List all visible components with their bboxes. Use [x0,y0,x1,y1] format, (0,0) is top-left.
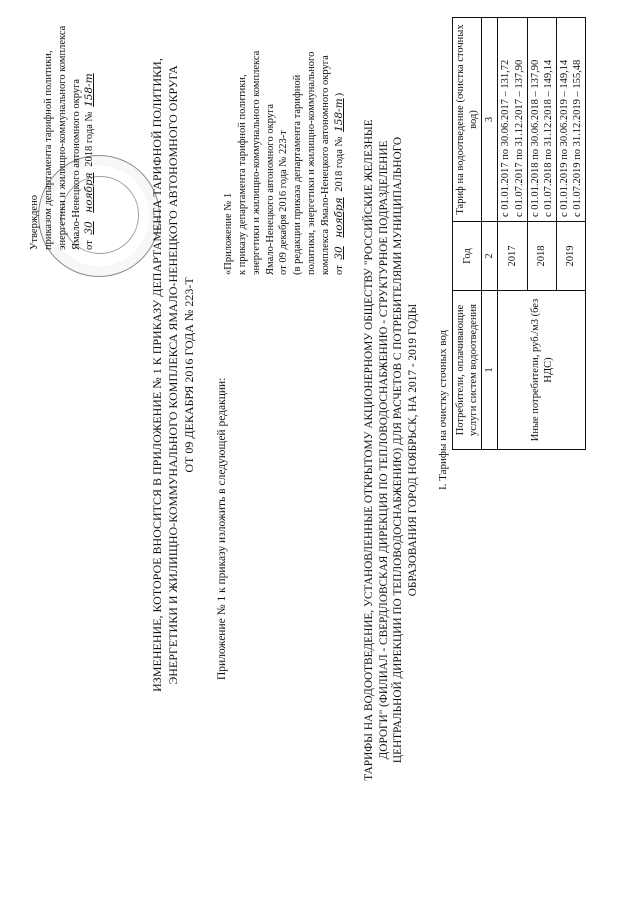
tariff-title [362,15,421,885]
header-line-3: ОТ 09 ДЕКАБРЯ 2016 ГОДА № 223-Т [181,277,196,473]
col-number-3: 3 [482,18,498,222]
appendix-line-5: от 09 декабря 2016 года № 223-т [278,130,290,275]
title-line-3: ЦЕНТРАЛЬНОЙ ДИРЕКЦИИ ПО ТЕПЛОВОДОСНАБЖЕНИЮ) ДЛЯ РАСЧЕТОВ С ПОТРЕБИТЕЛЯМИ МУНИЦИПАЛЬНОГО [392,136,405,764]
period-cell [556,18,585,222]
year-cell: 2017 [498,222,527,291]
period-line: с 01.01.2019 по 30.06.2019 – 149,14 [558,59,570,217]
year-cell: 2019 [556,222,585,291]
approval-line-2: приказом департамента тарифной политики, [42,50,54,250]
appendix-date-day: 30 [332,246,345,260]
approval-date-day: 30 [83,221,96,235]
approval-block [28,26,97,250]
appendix-line-1: «Приложение № 1 [223,192,234,275]
period-cell [527,18,556,222]
header-line-2: ЭНЕРГЕТИКИ И ЖИЛИЩНО-КОММУНАЛЬНОГО КОМПЛЕКСА ЯМАЛО-НЕНЕЦКОГО АВТОНОМНОГО ОКРУГА [165,65,180,685]
period-line: с 01.07.2019 по 31.12.2019 – 155,48 [572,59,583,217]
header-year: Год [453,222,482,291]
appendix-line-7: политики, энергетики и жилищно-коммунального [306,51,318,275]
year-cell: 2018 [527,222,556,291]
table-header-row [453,18,482,450]
appendix-date-prefix: от [333,265,345,275]
period-line: с 01.01.2018 по 30.06.2018 – 137,90 [529,59,541,217]
period-line: с 01.07.2017 по 31.12.2017 – 137,90 [513,59,525,217]
appendix-order-number: 158-т [332,98,345,132]
consumer-cell: Иные потребители, руб./м3 (без НДС) [498,291,586,450]
col-number-2: 2 [482,222,498,291]
approval-line-4: Ямало-Ненецкого автономного округа [70,78,82,250]
amendment-header [150,15,197,735]
tariff-table [452,17,586,450]
approval-line-1: Утверждено [29,195,40,250]
appendix-date-month: ноября [332,197,345,238]
appendix-block [222,51,347,275]
appendix-line-4: Ямало-Ненецкого автономного округа [264,103,276,275]
header-line-1: ИЗМЕНЕНИЕ, КОТОРОЕ ВНОСИТСЯ В ПРИЛОЖЕНИЕ № 1 К ПРИКАЗУ ДЕПАРТАМЕНТА ТАРИФНОЙ ПОЛИТИКИ, [150,58,164,692]
header-consumers: Потребители, оплачивающие услуги систем водоотведения [453,291,482,450]
period-line: с 01.07.2018 по 31.12.2018 – 149,14 [542,59,554,217]
appendix-line-2: к приказу департамента тарифной политики, [236,74,248,275]
approval-date-year: 2018 года № [84,111,96,167]
title-line-4: ОБРАЗОВАНИЯ ГОРОД НОЯБРЬСК, НА 2017 - 2019 ГОДЫ [407,303,420,597]
title-line-2: ДОРОГИ" (ФИЛИАЛ - СВЕРДЛОВСКАЯ ДИРЕКЦИЯ ПО ТЕПЛОВОДОСНАБЖЕНИЮ - СТРУКТУРНОЕ ПОДРАЗДЕЛЕНИЕ [377,140,390,760]
appendix-date-year: 2018 года № [333,136,345,192]
col-number-1: 1 [482,291,498,450]
appendix-line-6: (в редакции приказа департамента тарифной [292,74,304,275]
section-title: I. Тарифы на очистку сточных вод [437,329,449,490]
appendix-line-9 [333,51,347,275]
title-line-1: ТАРИФЫ НА ВОДООТВЕДЕНИЕ, УСТАНОВЛЕННЫЕ ОТКРЫТОМУ АКЦИОНЕРНОМУ ОБЩЕСТВУ "РОССИЙСКИЕ ЖЕЛЕЗНЫЕ [363,119,375,781]
appendix-line-3: энергетики и жилищно-коммунального комплекса [250,50,262,275]
approval-order-number: 158-т [83,73,96,107]
period-cell [498,18,527,222]
intro-text: Приложение № 1 к приказу изложить в следующей редакции: [216,377,228,680]
approval-line-3: энергетики и жилищно-коммунального комплекса [56,25,68,250]
appendix-line-8: комплекса Ямало-Ненецкого автономного округа [320,55,332,275]
appendix-closing-paren: ) [333,92,345,97]
period-line: с 01.01.2017 по 30.06.2017 – 131,72 [500,59,512,217]
approval-date-month: ноября [83,172,96,213]
header-tariff: Тариф на водоотведение (очистка сточных вод) [453,18,482,222]
table-number-row [482,18,498,450]
table-row [498,18,527,450]
approval-date-prefix: от [84,240,96,250]
approval-line-5 [83,26,97,250]
